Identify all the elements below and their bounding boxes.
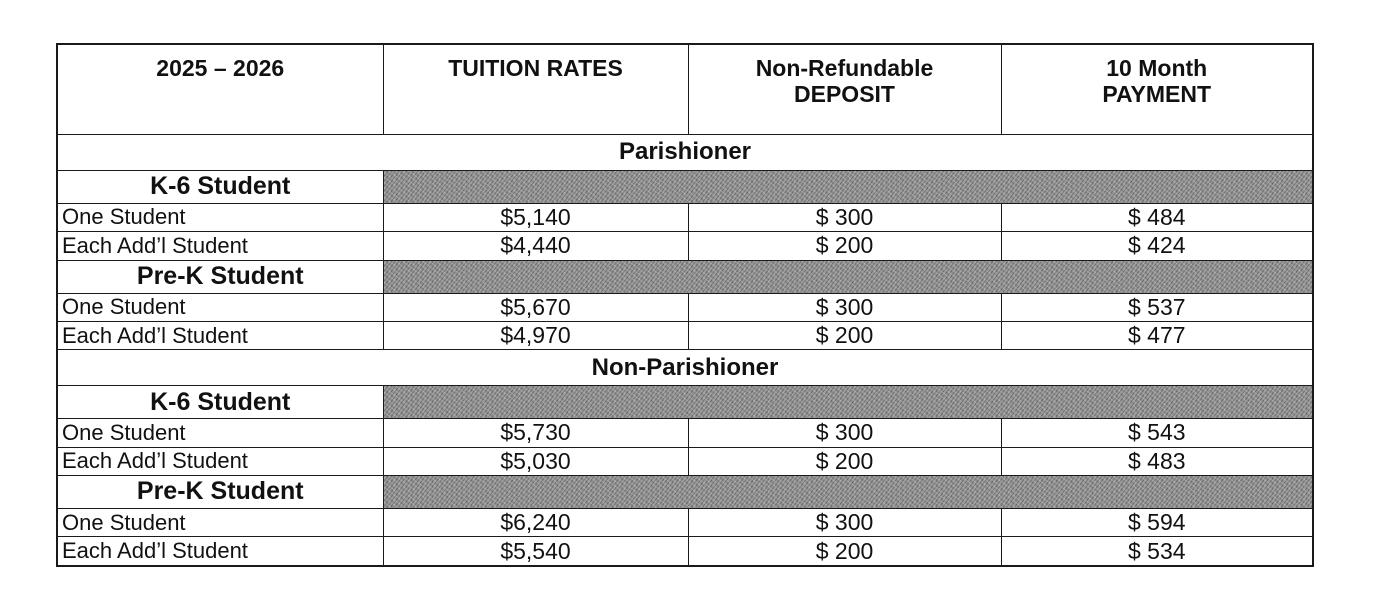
header-school-year: 2025 – 2026 (57, 44, 383, 135)
tuition-rates-table (56, 43, 1314, 567)
payment-cell: $ 424 (1001, 232, 1313, 260)
table-row (57, 203, 1313, 231)
group-label: Pre-K Student (57, 475, 383, 508)
table-row (57, 419, 1313, 447)
shaded-separator (383, 385, 1313, 418)
deposit-cell: $ 200 (688, 232, 1001, 260)
payment-cell: $ 534 (1001, 537, 1313, 566)
table-row (57, 322, 1313, 350)
table-row (57, 293, 1313, 321)
header-deposit: Non-Refundable DEPOSIT (688, 44, 1001, 135)
table-row (57, 537, 1313, 566)
section-row (57, 350, 1313, 386)
section-row (57, 135, 1313, 171)
deposit-cell: $ 300 (688, 509, 1001, 537)
group-label: Pre-K Student (57, 260, 383, 293)
group-label: K-6 Student (57, 170, 383, 203)
student-type-cell: Each Add’l Student (57, 537, 383, 566)
payment-cell: $ 483 (1001, 447, 1313, 475)
tuition-cell: $5,730 (383, 419, 688, 447)
tuition-cell: $5,140 (383, 203, 688, 231)
student-type-cell: One Student (57, 419, 383, 447)
deposit-cell: $ 200 (688, 447, 1001, 475)
student-type-cell: One Student (57, 203, 383, 231)
shaded-separator (383, 260, 1313, 293)
group-row (57, 170, 1313, 203)
shaded-separator (383, 475, 1313, 508)
student-type-cell: One Student (57, 509, 383, 537)
tuition-cell: $4,970 (383, 322, 688, 350)
header-tuition-rates: TUITION RATES (383, 44, 688, 135)
group-label: K-6 Student (57, 385, 383, 418)
payment-cell: $ 484 (1001, 203, 1313, 231)
deposit-cell: $ 200 (688, 322, 1001, 350)
student-type-cell: Each Add’l Student (57, 232, 383, 260)
tuition-cell: $5,030 (383, 447, 688, 475)
header-row (57, 44, 1313, 135)
tuition-cell: $5,540 (383, 537, 688, 566)
student-type-cell: Each Add’l Student (57, 322, 383, 350)
group-row (57, 385, 1313, 418)
section-title: Non-Parishioner (57, 350, 1313, 386)
group-row (57, 260, 1313, 293)
group-row (57, 475, 1313, 508)
payment-cell: $ 477 (1001, 322, 1313, 350)
student-type-cell: One Student (57, 293, 383, 321)
header-payment: 10 Month PAYMENT (1001, 44, 1313, 135)
tuition-cell: $6,240 (383, 509, 688, 537)
tuition-cell: $5,670 (383, 293, 688, 321)
table-row (57, 232, 1313, 260)
section-title: Parishioner (57, 135, 1313, 171)
payment-cell: $ 543 (1001, 419, 1313, 447)
deposit-cell: $ 300 (688, 293, 1001, 321)
student-type-cell: Each Add’l Student (57, 447, 383, 475)
payment-cell: $ 594 (1001, 509, 1313, 537)
tuition-cell: $4,440 (383, 232, 688, 260)
shaded-separator (383, 170, 1313, 203)
table-row (57, 509, 1313, 537)
payment-cell: $ 537 (1001, 293, 1313, 321)
table-body (57, 44, 1313, 566)
deposit-cell: $ 300 (688, 203, 1001, 231)
deposit-cell: $ 300 (688, 419, 1001, 447)
table-row (57, 447, 1313, 475)
deposit-cell: $ 200 (688, 537, 1001, 566)
